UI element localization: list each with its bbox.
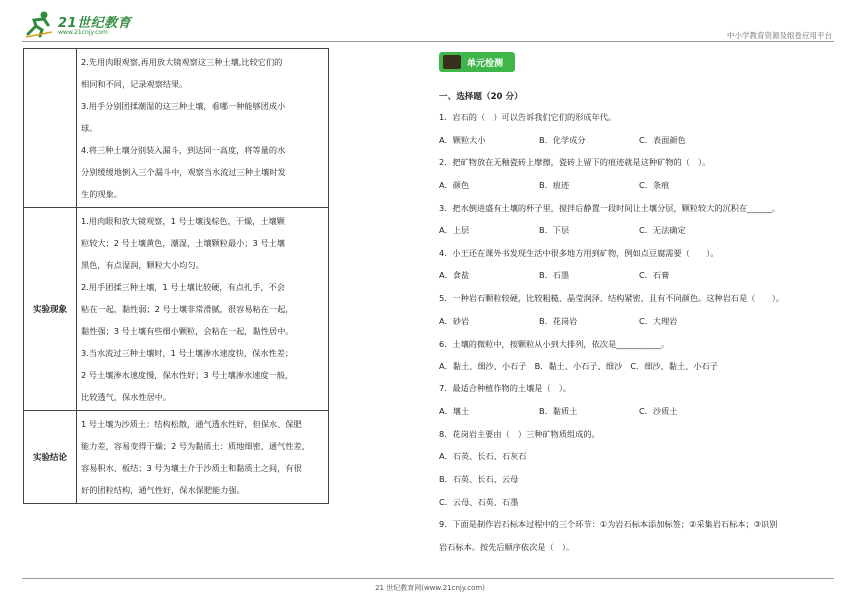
text-line: 1 号土壤为沙质土：结构松散，通气透水性好，但保水、保肥 (81, 419, 302, 429)
option-a: A．壤土 (439, 406, 470, 416)
logo-text: 21世纪教育 (58, 16, 132, 31)
text-line: 分别缓缓地倒入三个漏斗中，观察当水流过三种土壤时发 (81, 167, 286, 177)
table-row (24, 49, 329, 208)
question-6: 6．土壤的微粒中，按颗粒从小到大排列，依次是___________。 (439, 339, 670, 349)
text-line: 3.当水流过三种土壤时，1 号土壤渗水速度快，保水性差； (81, 348, 294, 358)
text-line: 相同和不同，记录观察结果。 (81, 79, 188, 89)
question-5-options (439, 316, 739, 327)
option-c: C．石膏 (639, 270, 670, 280)
text-line: 1.用肉眼和放大镜观察，1 号土壤浅棕色，干燥，土壤颗 (81, 216, 285, 226)
text-line: 球。 (81, 123, 98, 133)
question-6-options: A．黏土、细沙、小石子 B．黏土、小石子、细沙 C．细沙、黏土、小石子 (439, 361, 718, 371)
text-line: 2.用手团揉三种土壤，1 号土壤比较硬，有点扎手，不会 (81, 282, 285, 292)
option-a: A．食盐 (439, 270, 470, 280)
question-3-options (439, 225, 739, 236)
question-4-options (439, 270, 739, 281)
option-b: B．化学成分 (539, 135, 586, 145)
question-7: 7．最适合种植作物的土壤是（ ）。 (439, 383, 572, 393)
footer-text: 21 世纪教育网(www.21cnjy.com) (375, 584, 485, 592)
option-c: C．条痕 (639, 180, 670, 190)
text-line: 粒较大；2 号土壤黄色，潮湿，土壤颗粒最小；3 号土壤 (81, 238, 285, 248)
option-c: C．云母、石英、石墨 (439, 497, 519, 507)
option-b: B．痕迹 (539, 180, 570, 190)
header-platform-text: 中小学教育资源及组卷应用平台 (727, 31, 832, 40)
experiment-conclusion-cell (77, 411, 329, 504)
text-line: 4.将三种土壤分别装入漏斗，到达同一高度，将等量的水 (81, 145, 286, 155)
text-line: 生的现象。 (81, 189, 122, 199)
option-b: B．花岗岩 (539, 316, 578, 326)
question-9: 9．下面是制作岩石标本过程中的三个环节：①为岩石标本添加标签；②采集岩石标本；③识别 (439, 519, 778, 529)
question-7-options (439, 406, 739, 417)
badge-label: 单元检测 (467, 59, 504, 69)
experiment-table (23, 48, 329, 504)
footer-divider (22, 578, 834, 579)
board-icon (443, 55, 461, 69)
text-line: 2.先用肉眼观察,再用放大镜观察这三种土壤,比较它们的 (81, 57, 283, 67)
section-title: 一、选择题（20 分） (439, 92, 523, 102)
option-a: A．上层 (439, 225, 470, 235)
question-1-options (439, 135, 739, 146)
question-4: 4．小王还在课外书发现生活中很多地方用到矿物，例如点豆腐需要（ ）。 (439, 248, 719, 258)
header-divider (22, 41, 834, 42)
question-5: 5．一种岩石颗粒较硬，比较粗糙、晶莹润泽、结构紧密，且有不同颜色。这种岩石是（ ）。 (439, 293, 784, 303)
row-label (24, 49, 77, 208)
text-line: 黏性强；3 号土壤有些细小颗粒，会粘在一起，黏性居中。 (81, 326, 294, 336)
question-1: 1．岩石的（ ）可以告诉我们它们的形成年代。 (439, 112, 617, 122)
text-line: 能力差，容易变得干燥；2 号为黏质土：质地细密，通气性差， (81, 441, 310, 451)
text-line: 好的团粒结构，通气性好，保水保肥能力强。 (81, 485, 245, 495)
question-2: 2．把矿物放在无釉瓷砖上摩擦，瓷砖上留下的痕迹就是这种矿物的（ ）。 (439, 157, 711, 167)
text-line: 3.用手分别团揉潮湿的这三种土壤，看哪一种能够团成小 (81, 101, 286, 111)
text-line: 2 号土壤渗水速度慢，保水性好；3 号土壤渗水速度一般， (81, 370, 294, 380)
text-line: 比较透气，保水性居中。 (81, 392, 172, 402)
option-c: C．表面颜色 (639, 135, 686, 145)
question-8: 8．花岗岩主要由（ ）三种矿物质组成的。 (439, 429, 600, 439)
option-a: A．颗粒大小 (439, 135, 486, 145)
option-b: B．黏质土 (539, 406, 578, 416)
option-c: C．大理岩 (639, 316, 678, 326)
option-c: C．沙质土 (639, 406, 678, 416)
option-b: B．石墨 (539, 270, 570, 280)
text-line: 黑色，有点湿润，颗粒大小均匀。 (81, 260, 204, 270)
runner-logo-icon (24, 10, 54, 38)
question-9-continued: 岩石标本。按先后顺序依次是（ ）。 (439, 542, 575, 552)
unit-test-badge (439, 52, 515, 72)
question-2-options (439, 180, 739, 191)
text-line: 粘在一起，黏性弱；2 号土壤非常滑腻，很容易粘在一起， (81, 304, 294, 314)
site-logo (24, 10, 154, 40)
experiment-steps-cell (77, 49, 329, 208)
option-c: C．无法确定 (639, 225, 686, 235)
option-b: B．下层 (539, 225, 570, 235)
option-a: A．砂岩 (439, 316, 470, 326)
table-row (24, 411, 329, 504)
option-a: A．石英、长石、石灰石 (439, 451, 527, 461)
row-label-phenomenon: 实验现象 (24, 208, 77, 411)
experiment-phenomenon-cell (77, 208, 329, 411)
table-row (24, 208, 329, 411)
text-line: 容易积水、板结；3 号为壤土介于沙质土和黏质土之间，有很 (81, 463, 302, 473)
option-a: A．颜色 (439, 180, 470, 190)
option-b: B．石英、长石、云母 (439, 474, 519, 484)
question-3: 3．把水倒进盛有土壤的杯子里，搅拌后静置一段时间让土壤分层，颗粒较大的沉积在______。 (439, 203, 780, 213)
logo-url: www.21cnjy.com (58, 29, 108, 36)
row-label-conclusion: 实验结论 (24, 411, 77, 504)
